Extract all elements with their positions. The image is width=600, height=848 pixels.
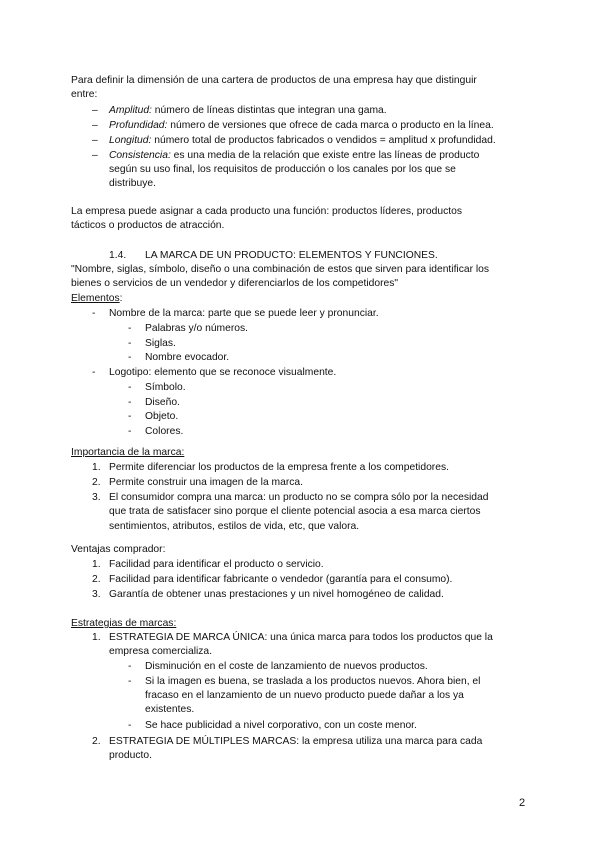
ventajas-item-1: Facilidad para identificar el producto o servicio. [109, 559, 324, 570]
sub-dash: - [128, 411, 132, 422]
logotipo-item-simbolo: Símbolo. [145, 382, 186, 393]
logotipo-item-diseno: Diseño. [145, 397, 180, 408]
elementos-heading [71, 292, 123, 305]
desc-profundidad: número de versiones que ofrece de cada marca o producto en la línea. [167, 120, 494, 131]
estrategia-multiples-line-1 [109, 735, 482, 748]
estrategia-num-1: 1. [92, 632, 101, 643]
dimension-item-amplitud [92, 104, 98, 117]
unica-bullet-1: Disminución en el coste de lanzamiento de nuevos productos. [145, 661, 428, 672]
sub-dash: - [128, 382, 132, 393]
dimension-item-profundidad [92, 119, 98, 132]
sub-dash: - [128, 397, 132, 408]
estrategia-multiples-title: ESTRATEGIA DE MÚLTIPLES MARCAS [109, 736, 297, 747]
funcion-line-2: tácticos o productos de atracción. [71, 220, 225, 231]
importancia-heading: Importancia de la marca: [71, 447, 185, 458]
estrategia-num-2: 2. [92, 736, 101, 747]
ventajas-num-1: 1. [92, 559, 101, 570]
elementos-colon: : [119, 293, 123, 304]
importancia-item-3-line-2: que trata de satisfacer sino porque el cliente potencial asocia a esa marca ciertos [109, 506, 481, 517]
ventajas-heading: Ventajas comprador: [71, 544, 166, 555]
term-profundidad: Profundidad: [109, 120, 168, 131]
section-number: 1.4. [109, 250, 127, 261]
consistencia-cont-2: distribuye. [109, 178, 156, 189]
unica-bullet-2-line-3: existentes. [145, 704, 195, 715]
sub-dash: - [128, 661, 132, 672]
intro-line-1: Para definir la dimensión de una cartera de productos de una empresa hay que distinguir [71, 75, 477, 86]
consistencia-cont-1: según su uso final, los requisitos de producción o los canales por los que se [109, 164, 456, 175]
dimension-amplitud-text [109, 104, 387, 117]
importancia-num-1: 1. [92, 462, 101, 473]
sub-dash: - [128, 338, 132, 349]
ventajas-item-3: Garantía de obtener unas prestaciones y un nivel homogéneo de calidad. [109, 589, 444, 600]
logotipo-item-objeto: Objeto. [145, 411, 179, 422]
unica-bullet-2-line-2: fracaso en el lanzamiento de un nuevo producto puede dañar a los ya [145, 690, 464, 701]
list-dash: – [92, 150, 98, 161]
dimension-longitud-text [109, 134, 496, 147]
sub-dash: - [128, 323, 132, 334]
ventajas-num-3: 3. [92, 589, 101, 600]
ventajas-item-2: Facilidad para identificar fabricante o vendedor (garantía para el consumo). [109, 574, 453, 585]
importancia-num-3: 3. [92, 492, 101, 503]
dimension-item-longitud [92, 134, 98, 147]
estrategia-multiples-desc: : la empresa utiliza una marca para cada [296, 736, 483, 747]
list-dash: - [92, 367, 96, 378]
list-dash: – [92, 135, 98, 146]
unica-bullet-3: Se hace publicidad a nivel corporativo, con un coste menor. [145, 720, 417, 731]
list-dash: – [92, 105, 98, 116]
nombre-marca-label: Nombre de la marca: parte que se puede leer y pronunciar. [109, 308, 379, 319]
importancia-item-2: Permite construir una imagen de la marca. [109, 477, 304, 488]
list-dash: – [92, 120, 98, 131]
estrategias-heading: Estrategias de marcas: [71, 618, 177, 629]
estrategia-unica-line-1 [109, 631, 493, 644]
term-amplitud: Amplitud: [109, 105, 152, 116]
funcion-line-1: La empresa puede asignar a cada producto una función: productos líderes, productos [71, 206, 462, 217]
definition-line-2: bienes o servicios de un vendedor y diferenciarlos de los competidores" [71, 278, 399, 289]
importancia-item-3-line-1: El consumidor compra una marca: un producto no se compra sólo por la necesidad [109, 492, 489, 503]
dimension-consistencia-text [109, 149, 479, 162]
sub-dash: - [128, 352, 132, 363]
dimension-profundidad-text [109, 119, 494, 132]
list-dash: - [92, 308, 96, 319]
logotipo-item-colores: Colores. [145, 426, 184, 437]
desc-consistencia: es una media de la relación que existe entre las líneas de producto [170, 150, 480, 161]
term-longitud: Longitud: [109, 135, 152, 146]
ventajas-num-2: 2. [92, 574, 101, 585]
estrategia-multiples-line-2: producto. [109, 750, 152, 761]
desc-amplitud: número de líneas distintas que integran una gama. [151, 105, 387, 116]
sub-dash: - [128, 720, 132, 731]
nombre-item-palabras: Palabras y/o números. [145, 323, 249, 334]
dimension-item-consistencia [92, 149, 98, 162]
definition-line-1: "Nombre, siglas, símbolo, diseño o una combinación de estos que sirven para identificar los [71, 264, 490, 275]
desc-longitud: número total de productos fabricados o vendidos = amplitud x profundidad. [151, 135, 496, 146]
elementos-heading-text: Elementos [71, 293, 120, 304]
estrategia-unica-line-2: empresa comercializa. [109, 646, 213, 657]
estrategia-unica-desc: : una única marca para todos los productos que la [264, 632, 493, 643]
unica-bullet-2-line-1: Si la imagen es buena, se traslada a los productos nuevos. Ahora bien, el [145, 676, 481, 687]
term-consistencia: Consistencia: [109, 150, 171, 161]
sub-dash: - [128, 426, 132, 437]
nombre-item-evocador: Nombre evocador. [145, 352, 230, 363]
importancia-num-2: 2. [92, 477, 101, 488]
estrategia-unica-title: ESTRATEGIA DE MARCA ÚNICA [109, 632, 265, 643]
logotipo-label: Logotipo: elemento que se reconoce visualmente. [109, 367, 337, 378]
page-number: 2 [519, 797, 526, 809]
importancia-item-3-line-3: sentimientos, atributos, estilos de vida, etc, que valora. [109, 521, 360, 532]
section-title: LA MARCA DE UN PRODUCTO: ELEMENTOS Y FUNCIONES. [145, 250, 438, 261]
sub-dash: - [128, 676, 132, 687]
nombre-item-siglas: Siglas. [145, 338, 176, 349]
importancia-item-1: Permite diferenciar los productos de la empresa frente a los competidores. [109, 462, 449, 473]
intro-line-2: entre: [71, 89, 98, 100]
